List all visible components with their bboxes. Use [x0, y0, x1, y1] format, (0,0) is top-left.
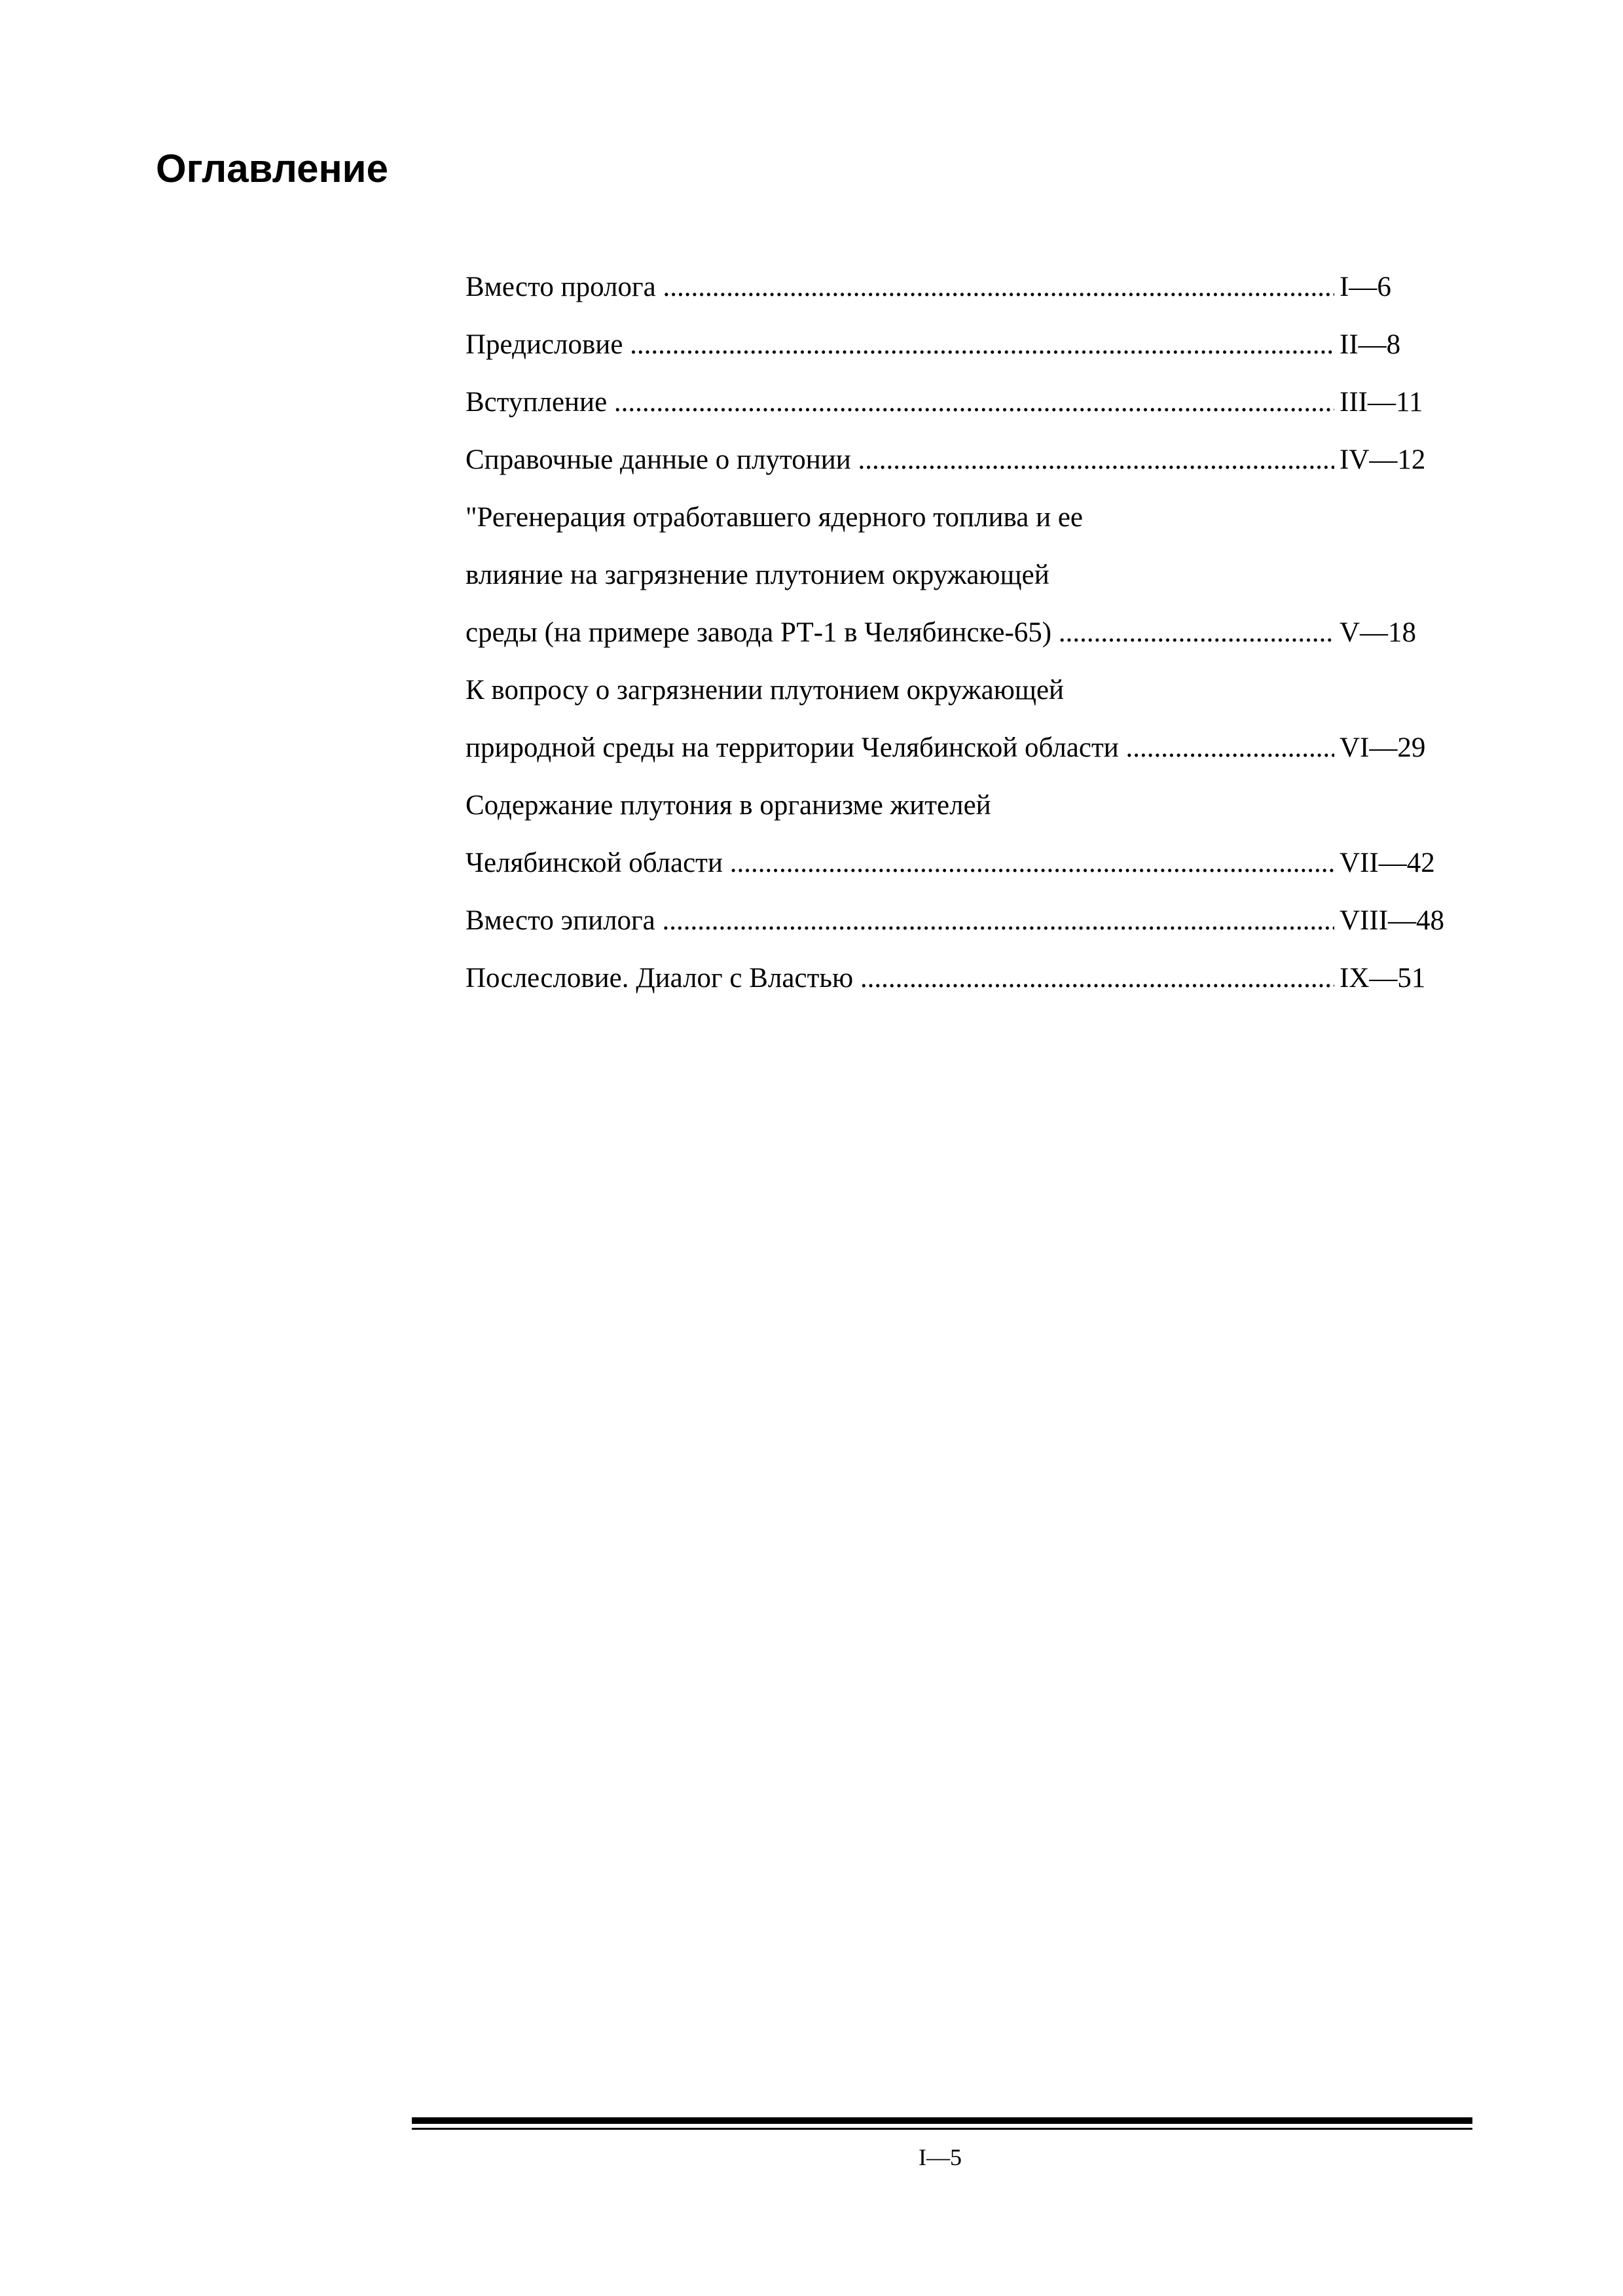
footer-rule-thick — [412, 2117, 1472, 2124]
toc-entry-title-line: К вопросу о загрязнении плутонием окружающей — [465, 675, 1065, 706]
toc-entry-leader-line — [465, 431, 1457, 489]
toc-entry-leader-line — [465, 950, 1457, 1007]
page-number: I—5 — [919, 2144, 962, 2170]
toc-entry-leader-line — [465, 892, 1457, 950]
toc-entry-page: IV—12 — [1340, 444, 1426, 475]
toc-entry-title-line: "Регенерация отработавшего ядерного топлива и ее — [465, 502, 1084, 533]
toc-entry-leader-line — [465, 604, 1457, 662]
toc-entry[interactable] — [465, 431, 1457, 489]
toc-entry-leader-line — [465, 719, 1457, 777]
toc-entry-page: VI—29 — [1340, 732, 1426, 763]
toc-entry-leader-line — [465, 374, 1457, 431]
toc-entry-title-line: влияние на загрязнение плутонием окружающей — [465, 560, 1049, 590]
toc-entry[interactable] — [465, 489, 1457, 662]
toc-entry-title: Вместо эпилога ..... — [465, 892, 1334, 950]
toc-entry-title: среды (на примере завода РТ-1 в Челябинске-65) ..... — [465, 604, 1334, 662]
toc-entry-title: Справочные данные о плутонии ..... — [465, 431, 1334, 489]
toc-entry-page: VIII—48 — [1340, 905, 1445, 936]
toc-entry-title: Челябинской области ..... — [465, 834, 1334, 892]
toc-entry[interactable] — [465, 374, 1457, 431]
toc-entry[interactable] — [465, 662, 1457, 777]
toc-entry[interactable] — [465, 259, 1457, 316]
toc-entry-leader-line — [465, 316, 1457, 374]
toc-entry-page: VII—42 — [1340, 848, 1435, 878]
toc-entry-leader-line — [465, 834, 1457, 892]
toc-entry-title-line: Содержание плутония в организме жителей — [465, 790, 991, 821]
toc-entry-page: II—8 — [1340, 329, 1401, 360]
toc-entry[interactable] — [465, 316, 1457, 374]
table-of-contents — [465, 259, 1457, 1007]
toc-entry-page: III—11 — [1340, 387, 1423, 418]
toc-entry-page: I—6 — [1340, 272, 1391, 302]
toc-entry[interactable] — [465, 892, 1457, 950]
toc-entry-leader-line — [465, 259, 1457, 316]
toc-entry[interactable] — [465, 777, 1457, 892]
toc-entry-title: природной среды на территории Челябинской области ..... — [465, 719, 1334, 777]
toc-entry-page: IX—51 — [1340, 963, 1426, 994]
toc-entry[interactable] — [465, 950, 1457, 1007]
toc-entry-page: V—18 — [1340, 617, 1417, 648]
toc-entry-title: Вступление ..... — [465, 374, 1334, 431]
toc-entry-title: Предисловие ..... — [465, 316, 1334, 374]
footer-rule-thin — [412, 2128, 1472, 2130]
page-title: Оглавление — [156, 147, 388, 190]
toc-entry-title: Послесловие. Диалог с Властью ..... — [465, 950, 1334, 1007]
toc-entry-title: Вместо пролога ..... — [465, 259, 1334, 316]
